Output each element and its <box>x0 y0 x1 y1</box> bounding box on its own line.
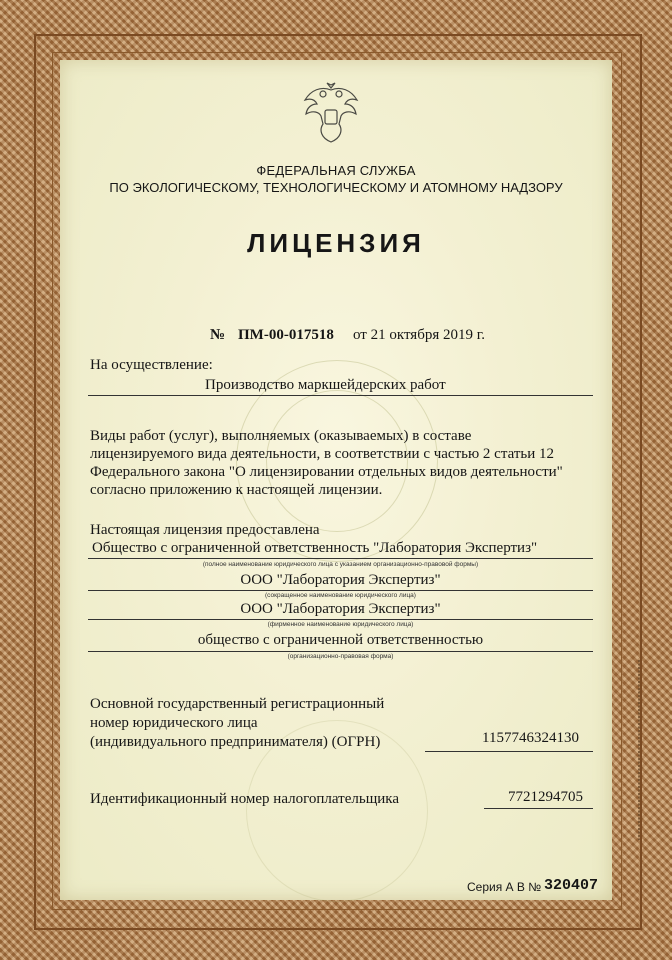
agency-name-line2: ПО ЭКОЛОГИЧЕСКОМУ, ТЕХНОЛОГИЧЕСКОМУ И АТОМНОМУ НАДЗОРУ <box>109 180 563 195</box>
activity-value: Производство маркшейдерских работ <box>205 377 446 393</box>
licensee-full-name: Общество с ограниченной ответственность "Лаборатория Экспертиз" <box>92 540 538 556</box>
series-label: Серия А В № <box>467 880 542 894</box>
short-name-underline <box>88 590 593 591</box>
activity-underline <box>88 395 593 396</box>
license-number: ПМ-00-017518 <box>238 327 334 343</box>
coat-of-arms-icon <box>301 80 361 146</box>
activity-label: На осуществление: <box>90 357 213 373</box>
agency-name-line1: ФЕДЕРАЛЬНАЯ СЛУЖБА <box>256 163 416 178</box>
brand-name-caption: (фирменное наименование юридического лица) <box>267 621 414 628</box>
org-form-underline <box>88 651 593 652</box>
full-name-underline <box>88 558 593 559</box>
works-paragraph-line: Федерального закона "О лицензировании отдельных видов деятельности" <box>90 464 563 480</box>
ogrn-value: 1157746324130 <box>482 730 579 746</box>
org-form-caption: (организационно-правовая форма) <box>287 653 394 660</box>
ogrn-underline <box>425 751 593 752</box>
granted-label: Настоящая лицензия предоставлена <box>90 522 320 538</box>
series-number: 320407 <box>544 877 599 894</box>
inn-underline <box>484 808 593 809</box>
document-title: ЛИЦЕНЗИЯ <box>247 228 425 258</box>
works-paragraph-line: согласно приложению к настоящей лицензии. <box>90 482 383 498</box>
printer-microtext <box>634 660 644 840</box>
licensee-short-name: ООО "Лаборатория Экспертиз" <box>240 572 441 588</box>
short-name-caption: (сокращенное наименование юридического лица) <box>265 592 416 599</box>
brand-name-underline <box>88 619 593 620</box>
inn-label: Идентификационный номер налогоплательщика <box>90 791 400 807</box>
full-name-caption: (полное наименование юридического лица с указанием организационно-правовой формы) <box>202 561 479 568</box>
ogrn-label-line: (индивидуального предпринимателя) (ОГРН) <box>90 734 381 750</box>
license-date: от 21 октября 2019 г. <box>353 327 485 343</box>
works-paragraph-line: лицензируемого вида деятельности, в соответствии с частью 2 статьи 12 <box>90 446 555 462</box>
licensee-brand-name: ООО "Лаборатория Экспертиз" <box>240 601 441 617</box>
ogrn-label-line: номер юридического лица <box>90 715 258 731</box>
inn-value: 7721294705 <box>508 789 583 805</box>
license-number-prefix: № <box>210 327 226 343</box>
licensee-org-form: общество с ограниченной ответственностью <box>197 632 484 648</box>
works-paragraph-line: Виды работ (услуг), выполняемых (оказываемых) в составе <box>90 428 472 444</box>
ogrn-label-line: Основной государственный регистрационный <box>90 696 385 712</box>
